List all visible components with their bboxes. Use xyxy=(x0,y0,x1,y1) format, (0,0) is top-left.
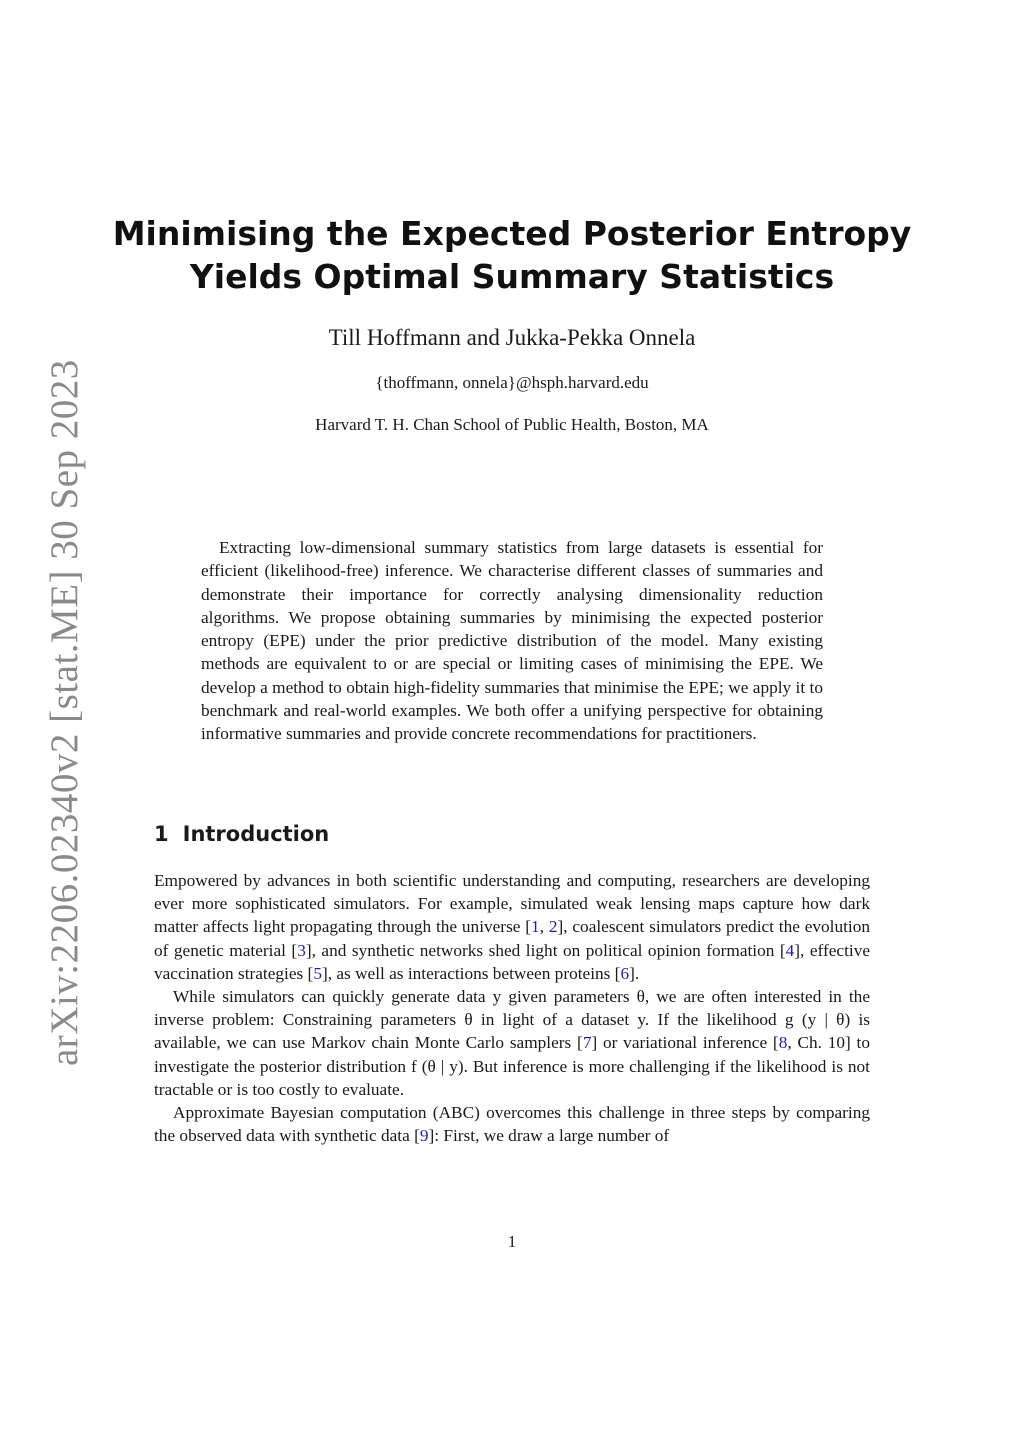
text-run: ], effective vaccination strategies [ xyxy=(154,940,871,983)
paragraph-1 xyxy=(154,869,870,985)
citation-link-7[interactable]: 7 xyxy=(582,1033,592,1053)
paper-title-line-2: Yields Optimal Summary Statistics xyxy=(189,257,835,296)
section-title: Introduction xyxy=(182,822,330,846)
text-run: , Ch. 10] to investigate the posterior distribution f (θ | y). But inference is more challenging if the likelihood is not tractable or is too costly to evaluate. xyxy=(154,1033,871,1099)
citation-link-2[interactable]: 2 xyxy=(548,917,558,937)
text-run: ], as well as interactions between proteins [ xyxy=(321,963,621,983)
text-run: ]. xyxy=(629,963,640,983)
introduction-body xyxy=(154,869,870,1147)
abstract: Extracting low-dimensional summary statistics from large datasets is essential for efficient (likelihood-free) inference. We characterise different classes of summaries and demonstrate their importance for correctly analysing dimensionality reduction algorithms. We propose obtaining summaries by minimising the expected posterior entropy (EPE) under the prior predictive distribution of the model. Many existing methods are equivalent to or are special or limiting cases of minimising the EPE. We develop a method to obtain high-fidelity summaries that minimise the EPE; we apply it to benchmark and real-world examples. We both offer a unifying perspective for obtaining informative summaries and provide concrete recommendations for practitioners. xyxy=(201,538,823,744)
text-run: Empowered by advances in both scientific understanding and computing, researchers are developing ever more sophisticated simulators. For example, simulated weak lensing maps capture how dark matter affects light propagating through the universe [ xyxy=(154,871,870,937)
paper-title-line-1: Minimising the Expected Posterior Entropy xyxy=(112,214,912,253)
paper-title xyxy=(0,212,1024,298)
section-number: 1 xyxy=(154,822,169,846)
citation-link-4[interactable]: 4 xyxy=(785,940,795,960)
citation-link-3[interactable]: 3 xyxy=(297,940,306,960)
text-run: ]: First, we draw a large number of xyxy=(428,1126,670,1146)
author-affiliation: Harvard T. H. Chan School of Public Health, Boston, MA xyxy=(315,415,709,434)
text-run: Approximate Bayesian computation (ABC) overcomes this challenge in three steps by comparing the observed data with synthetic data [ xyxy=(154,1103,870,1146)
author-email: {thoffmann, onnela}@hsph.harvard.edu xyxy=(375,373,649,392)
paragraph-3 xyxy=(154,1101,870,1147)
citation-link-8[interactable]: 8 xyxy=(778,1033,788,1053)
paragraph-2 xyxy=(154,985,870,1101)
section-heading-introduction xyxy=(154,822,329,846)
citation-link-6[interactable]: 6 xyxy=(620,963,630,983)
text-run: ], and synthetic networks shed light on political opinion formation [ xyxy=(305,940,786,960)
text-run: While simulators can quickly generate data y given parameters θ, we are often interested in the inverse problem: Constraining parameters θ in light of a dataset y. If the likelihood g (y | θ) is available, we can use Markov chain Monte Carlo samplers [ xyxy=(154,987,870,1053)
text-run: , xyxy=(539,917,549,937)
page-number: 1 xyxy=(507,1232,517,1251)
arxiv-identifier-stamp: arXiv:2206.02340v2 [stat.ME] 30 Sep 2023 xyxy=(43,359,86,1066)
citation-link-1[interactable]: 1 xyxy=(531,917,540,937)
citation-link-9[interactable]: 9 xyxy=(419,1126,429,1146)
text-run: ] or variational inference [ xyxy=(591,1033,779,1053)
author-list: Till Hoffmann and Jukka-Pekka Onnela xyxy=(328,325,696,350)
citation-link-5[interactable]: 5 xyxy=(313,963,322,983)
text-run: ], coalescent simulators predict the evolution of genetic material [ xyxy=(154,917,871,960)
